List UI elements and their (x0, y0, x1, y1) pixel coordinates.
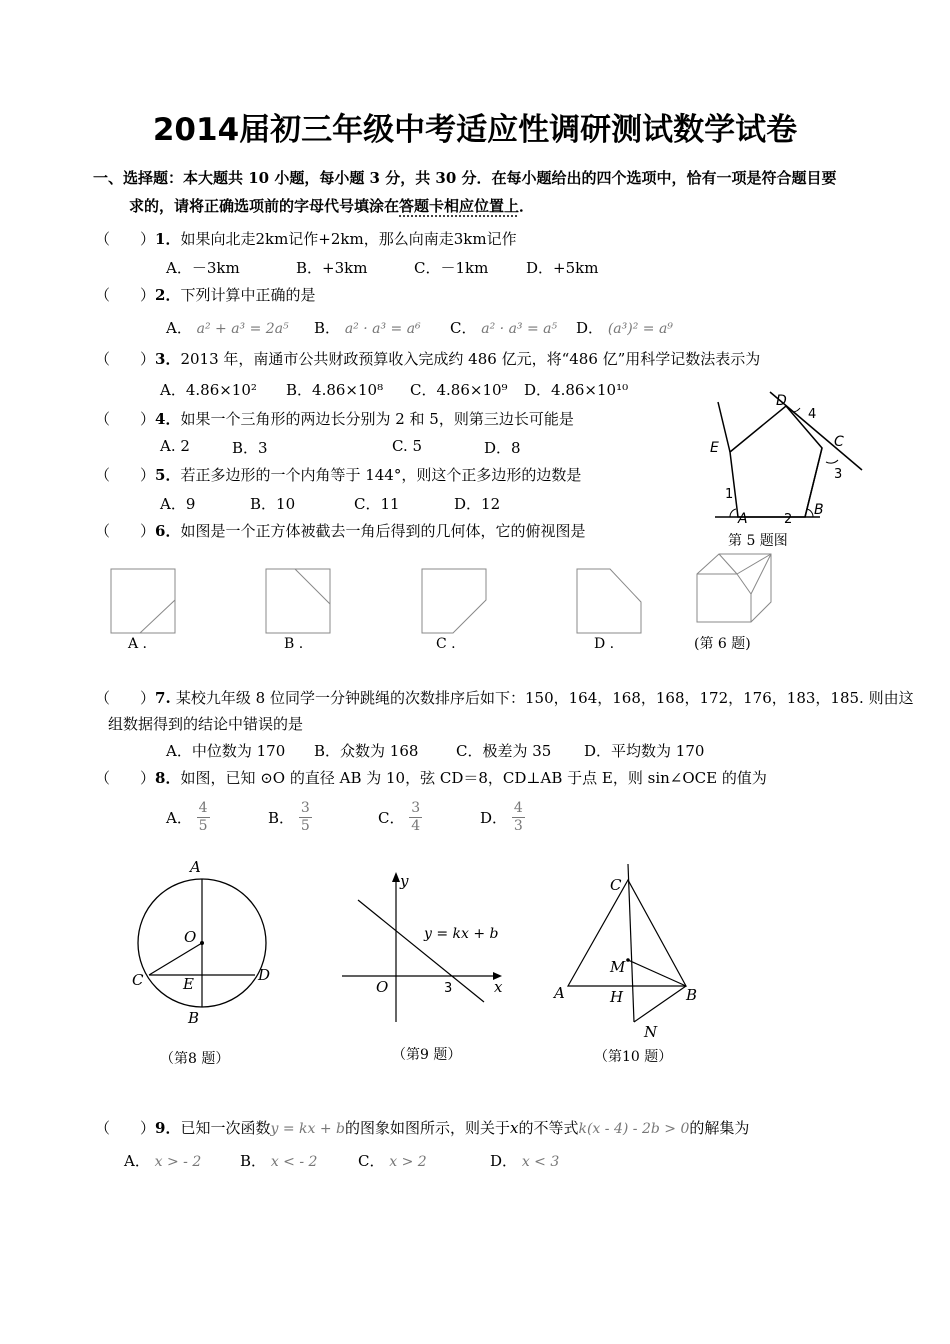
q8-option-d: D． $\frac{4}{3}$ (480, 800, 523, 834)
square-outline (266, 569, 330, 633)
question-number: 4． (155, 410, 181, 428)
answer-paren: （ ） (95, 286, 156, 304)
segment-mb (628, 960, 686, 986)
q5-option-d: D．12 (454, 495, 501, 513)
label-o: O (376, 978, 389, 996)
label-b: B (814, 502, 824, 518)
q9-option-a: A． x > - 2 (124, 1152, 202, 1170)
angle-3-arc (826, 460, 838, 463)
question-number: 2． (155, 286, 181, 304)
label-a: A (554, 984, 565, 1002)
instructions-emphasis: 答题卡相应位置上 (399, 197, 520, 215)
figure-8-circle (128, 855, 278, 1030)
q9-option-b: B． x < - 2 (240, 1152, 318, 1170)
point-m (626, 958, 630, 962)
question-text: 某校九年级 8 位同学一分钟跳绳的次数排序后如下：150，164，168，168，172，176，183，185. 则由这 (175, 689, 914, 707)
q7-option-b: B．众数为 168 (314, 742, 419, 760)
label-y: y (400, 872, 409, 890)
expression-linear: y = kx + b (270, 1121, 345, 1137)
answer-paren: （ ） (95, 689, 156, 707)
question-number: 8． (155, 769, 181, 787)
question-text: 如果向北走2km记作+2km，那么向南走3km记作 (180, 230, 517, 248)
q2-option-a: A． a² + a³ = 2a⁵ (166, 319, 289, 337)
question-8 (95, 767, 767, 788)
q9-option-c: C． x > 2 (358, 1152, 427, 1170)
question-number: 1． (155, 230, 181, 248)
figure-8-caption: （第8 题） (160, 1051, 230, 1067)
figure-9-graph (338, 866, 508, 1026)
label-b: B (188, 1009, 200, 1027)
q8-option-b: B． $\frac{3}{5}$ (268, 800, 310, 834)
question-7-line2: 组数据得到的结论中错误的是 (108, 715, 304, 733)
q6-option-c-label: C . (436, 636, 456, 652)
q2-option-b: B． a² · a³ = a⁶ (314, 319, 421, 337)
q6-option-c-figure (421, 568, 487, 634)
fraction: $\frac{4}{3}$ (513, 800, 523, 834)
question-number: 7. (155, 689, 176, 707)
question-text: 下列计算中正确的是 (180, 286, 316, 304)
q8-option-c: C． $\frac{3}{4}$ (378, 800, 421, 834)
figure-5-pentagon (700, 390, 870, 525)
label-d: D (258, 966, 271, 984)
angle-1-arc (730, 509, 736, 517)
cut-line (295, 569, 330, 604)
q4-option-b: B．3 (232, 439, 268, 457)
center-point (200, 941, 204, 945)
segment-nb (634, 986, 686, 1022)
q6-option-b-label: B . (284, 636, 304, 652)
figure-5-caption: 第 5 题图 (728, 533, 788, 549)
q9-option-d: D． x < 3 (490, 1152, 560, 1170)
answer-paren: （ ） (95, 230, 156, 248)
label-3: 3 (444, 981, 453, 996)
label-3: 3 (834, 467, 843, 482)
figure-10-triangle (550, 860, 710, 1045)
square-outline (111, 569, 175, 633)
question-number: 3． (155, 350, 181, 368)
label-a: A (738, 511, 748, 525)
cut-line (140, 600, 175, 633)
q3-option-d: D．4.86×10¹⁰ (524, 381, 629, 399)
label-a: A (190, 858, 201, 876)
segment-oc (149, 943, 202, 975)
label-o: O (184, 928, 197, 946)
question-6 (95, 520, 585, 541)
label-m: M (610, 958, 626, 976)
figure-6-cube (695, 552, 773, 624)
label-2: 2 (784, 512, 793, 525)
figure-10-caption: （第10 题） (594, 1049, 673, 1065)
q3-option-c: C．4.86×10⁹ (410, 381, 508, 399)
section-instructions-line2 (129, 195, 534, 216)
y-axis-arrow (392, 872, 400, 882)
label-c: C (834, 434, 844, 450)
answer-paren: （ ） (95, 350, 156, 368)
label-x: x (494, 978, 503, 996)
label-d: D (776, 393, 787, 409)
q6-option-d-label: D . (594, 636, 615, 652)
angle-4-arc (793, 408, 800, 412)
answer-paren: （ ） (95, 522, 156, 540)
answer-paren: （ ） (95, 769, 156, 787)
figure-9-caption: （第9 题） (392, 1047, 462, 1063)
figure-6-caption: (第 6 题) (694, 636, 751, 652)
extension-ae (718, 402, 730, 452)
question-text: 如图是一个正方体被截去一角后得到的几何体，它的俯视图是 (180, 522, 586, 540)
truncated-square (422, 569, 486, 633)
question-3 (95, 348, 760, 369)
fraction: $\frac{3}{5}$ (300, 800, 310, 834)
q1-option-b: B．+3km (296, 259, 368, 277)
line-c-n (628, 864, 634, 1022)
question-text: 如果一个三角形的两边长分别为 2 和 5，则第三边长可能是 (180, 410, 574, 428)
q7-option-d: D．平均数为 170 (584, 742, 705, 760)
answer-paren: （ ） (95, 466, 156, 484)
instructions-text: 求的，请将正确选项前的字母代号填涂在 (129, 197, 400, 215)
q3-option-b: B．4.86×10⁸ (286, 381, 384, 399)
fraction: $\frac{3}{4}$ (411, 800, 421, 834)
label-4: 4 (808, 407, 817, 422)
question-text: 如图，已知 ⊙O 的直径 AB 为 10，弦 CD＝8，CD⊥AB 于点 E，则 sin∠OCE 的值为 (180, 769, 767, 787)
section-instructions-line1: 一、选择题：本大题共 10 小题，每小题 3 分，共 30 分．在每小题给出的四个选项中，恰有一项是符合题目要 (93, 169, 837, 187)
q6-option-a-figure (110, 568, 176, 634)
question-text: 已知一次函数 (180, 1119, 271, 1137)
answer-paren: （ ） (95, 1119, 156, 1137)
question-5 (95, 464, 581, 485)
label-b: B (686, 986, 698, 1004)
question-number: 5． (155, 466, 181, 484)
q5-option-c: C．11 (354, 495, 400, 513)
triangle-abc (568, 880, 686, 986)
answer-paren: （ ） (95, 410, 156, 428)
label-e: E (710, 440, 719, 456)
q6-option-a-label: A . (128, 636, 148, 652)
fraction: $\frac{4}{5}$ (198, 800, 208, 834)
q7-option-a: A．中位数为 170 (166, 742, 286, 760)
q4-option-d: D．8 (484, 439, 521, 457)
angle-2-arc (807, 509, 813, 517)
question-text: 若正多边形的一个内角等于 144°，则这个正多边形的边数是 (180, 466, 582, 484)
q2-option-c: C． a² · a³ = a⁵ (450, 319, 558, 337)
q2-option-d: D． (a³)² = a⁹ (576, 319, 673, 337)
label-n: N (644, 1023, 658, 1041)
question-2 (95, 284, 315, 305)
q1-option-a: A．－3km (166, 259, 240, 277)
instructions-end: ． (519, 197, 535, 215)
q6-option-d-figure (576, 568, 642, 634)
q7-option-c: C．极差为 35 (456, 742, 552, 760)
question-text: 2013 年，南通市公共财政预算收入完成约 486 亿元，将“486 亿”用科学记数法表示为 (180, 350, 761, 368)
q6-option-b-figure (265, 568, 331, 634)
truncated-square (577, 569, 641, 633)
question-9: （ ）9．已知一次函数y = kx + b的图象如图所示，则关于x的不等式k(x - 4) - 2b > 0的解集为 (95, 1119, 750, 1137)
label-equation: y = kx + b (424, 926, 499, 942)
pentagon-shape (730, 406, 822, 517)
expression-inequality: k(x - 4) - 2b > 0 (578, 1121, 690, 1137)
cube-outline (697, 554, 771, 622)
q8-option-a: A． $\frac{4}{5}$ (166, 800, 208, 834)
q5-option-b: B．10 (250, 495, 296, 513)
cut-edge (719, 554, 737, 574)
question-7 (95, 687, 914, 708)
question-1 (95, 228, 517, 249)
label-h: H (610, 988, 624, 1006)
label-c: C (132, 971, 144, 989)
q4-option-c: C. 5 (392, 437, 423, 455)
question-number: 9． (155, 1119, 181, 1137)
q1-option-c: C．－1km (414, 259, 489, 277)
q1-option-d: D．+5km (526, 259, 599, 277)
q4-option-a: A. 2 (160, 437, 190, 455)
question-4 (95, 408, 574, 429)
label-c: C (610, 876, 622, 894)
label-1: 1 (725, 487, 734, 502)
question-number: 6． (155, 522, 181, 540)
q3-option-a: A．4.86×10² (160, 381, 257, 399)
page-title: 2014届初三年级中考适应性调研测试数学试卷 (152, 112, 798, 148)
label-e: E (183, 975, 194, 993)
q5-option-a: A．9 (160, 495, 196, 513)
cube-edge (737, 574, 751, 594)
